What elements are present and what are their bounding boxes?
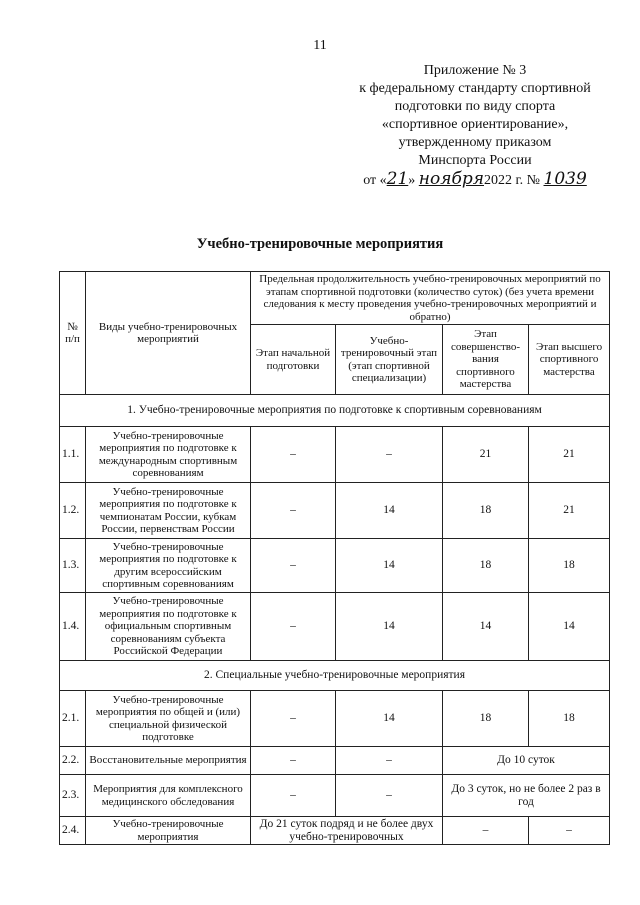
row-value-c: 18 [443,691,529,747]
row-value-b: 14 [336,539,443,593]
table-row [60,747,610,775]
row-num: 1.1. [60,427,86,483]
row-kind: Учебно-тренировочные мероприятия по подготовке к чемпионатам России, кубкам России, первенствам России [86,483,251,539]
events-table [59,271,610,845]
page-title: Учебно-тренировочные мероприятия [196,236,444,252]
row-kind: Мероприятия для комплексного медицинского обследования [86,775,251,817]
table-row [60,427,610,483]
row-value-a: – [251,747,336,775]
row-value-a: – [251,691,336,747]
order-prefix: от « [363,173,387,188]
row-value-d: 14 [529,593,610,661]
header-kind: Виды учебно-тренировочных мероприятий [86,272,251,395]
header-stage-d: Этап высшего спортивного мастерства [529,325,610,395]
header-stage-b: Учебно-тренировочный этап (этап спортивной специализации) [336,325,443,395]
table-row [60,593,610,661]
row-num: 2.4. [60,817,86,845]
row-value-c: – [443,817,529,845]
row-kind: Учебно-тренировочные мероприятия [86,817,251,845]
row-value-d: 18 [529,691,610,747]
header-stage-a: Этап начальной подготовки [251,325,336,395]
row-value-a: – [251,775,336,817]
row-value-c: 21 [443,427,529,483]
row-kind: Учебно-тренировочные мероприятия по общей и (или) специальной физической подготовке [86,691,251,747]
row-value-ab: До 21 суток подряд и не более двух учебно-тренировочных [251,817,443,845]
row-num: 2.1. [60,691,86,747]
table-row [60,539,610,593]
section-heading: 1. Учебно-тренировочные мероприятия по подготовке к спортивным соревнованиям [60,395,610,427]
row-value-cd: До 3 суток, но не более 2 раз в год [443,775,610,817]
appendix-line: подготовки по виду спорта [394,99,556,114]
table-row [60,691,610,747]
row-num: 1.4. [60,593,86,661]
row-value-b: – [336,747,443,775]
row-value-d: 21 [529,427,610,483]
order-month: ноября [418,169,484,189]
page-number: 11 [313,38,327,53]
row-kind: Учебно-тренировочные мероприятия по подготовке к официальным спортивным соревнованиям субъекта Российской Федерации [86,593,251,661]
order-line [330,170,620,190]
appendix-line: Приложение № 3 [423,63,527,78]
row-num: 2.3. [60,775,86,817]
order-day: 21 [386,169,409,189]
row-value-c: 14 [443,593,529,661]
table-row [60,775,610,817]
row-value-c: 18 [443,483,529,539]
row-kind: Учебно-тренировочные мероприятия по подготовке к международным спортивным соревнованиям [86,427,251,483]
row-value-cd: До 10 суток [443,747,610,775]
order-mid: » [408,173,419,188]
appendix-header [330,62,620,190]
row-value-a: – [251,539,336,593]
row-value-b: – [336,775,443,817]
row-value-b: 14 [336,483,443,539]
row-value-b: – [336,427,443,483]
order-number: 1039 [543,169,587,189]
appendix-line: «спортивное ориентирование», [381,117,569,132]
row-kind: Учебно-тренировочные мероприятия по подготовке к другим всероссийским спортивным соревнованиям [86,539,251,593]
row-value-d: 18 [529,539,610,593]
row-value-b: 14 [336,691,443,747]
table-row [60,483,610,539]
row-value-a: – [251,427,336,483]
row-num: 1.2. [60,483,86,539]
appendix-line: утвержденному приказом [398,135,552,150]
appendix-line: к федеральному стандарту спортивной [359,81,591,96]
row-value-a: – [251,593,336,661]
row-num: 1.3. [60,539,86,593]
row-kind: Восстановительные мероприятия [86,747,251,775]
row-value-d: 21 [529,483,610,539]
row-value-c: 18 [443,539,529,593]
row-num: 2.2. [60,747,86,775]
row-value-d: – [529,817,610,845]
section-heading: 2. Специальные учебно-тренировочные мероприятия [60,661,610,691]
header-num: № п/п [60,272,86,395]
order-year: 2022 г. № [483,173,544,188]
row-value-b: 14 [336,593,443,661]
appendix-line: Минспорта России [418,153,532,168]
table-row [60,817,610,845]
header-group: Предельная продолжительность учебно-тренировочных мероприятий по этапам спортивной подготовки (количество суток) (без учета времени следования к месту проведения учебно-тренировочных мероприятий и обратно) [251,272,610,325]
row-value-a: – [251,483,336,539]
header-stage-c: Этап совершенство-вания спортивного мастерства [443,325,529,395]
